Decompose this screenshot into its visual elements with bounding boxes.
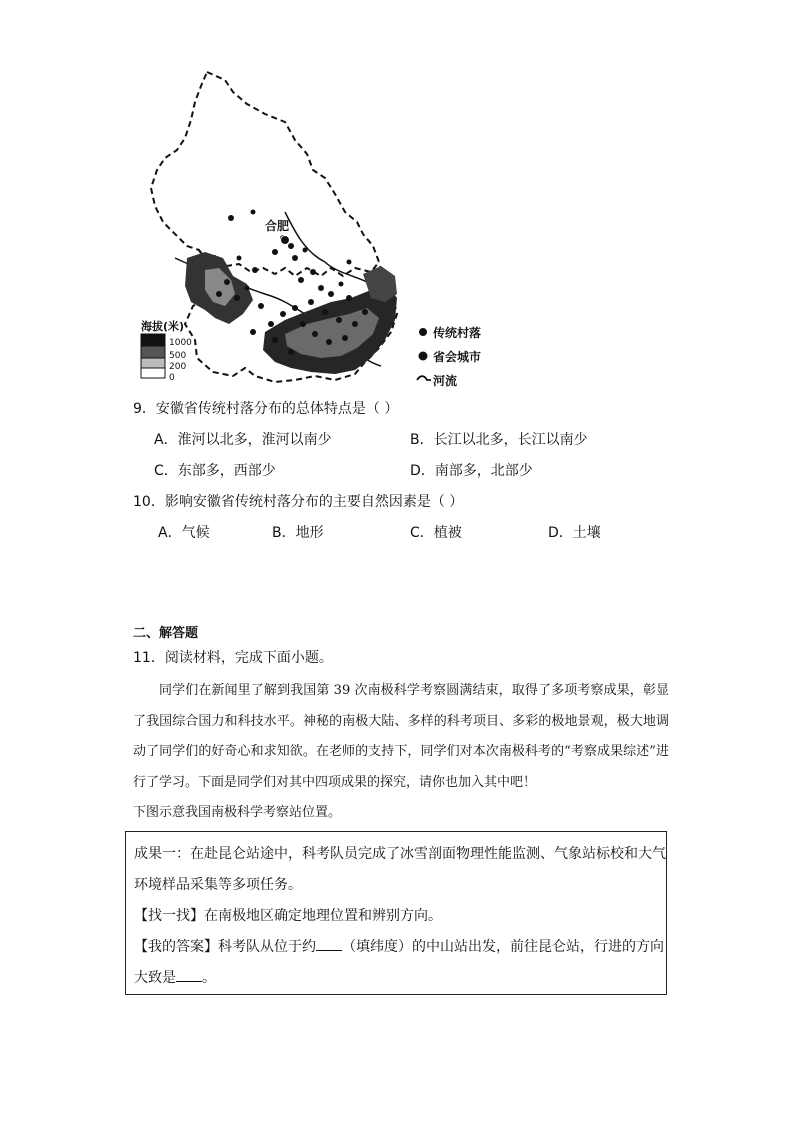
anhui-village-map bbox=[135, 62, 495, 392]
question-10-stem: 10．影响安徽省传统村落分布的主要自然因素是（ ） bbox=[133, 494, 464, 510]
box-line-1: 成果一：在赴昆仑站途中，科考队员完成了冰雪剖面物理性能监测、气象站标校和大气 bbox=[134, 846, 666, 862]
legend-river-icon bbox=[417, 376, 431, 380]
question-10-option-d[interactable]: D．土壤 bbox=[548, 525, 601, 541]
passage-paragraph: 同学们在新闻里了解到我国第 39 次南极科学考察圆满结束，取得了多项考察成果，彰显了我国综合国力和科技水平。神秘的南极大陆、多样的科考项目、多彩的极地景观，极大地调动了同学们的好奇心和求知欲。在老师的支持下，同学们对本次南极科考的“考察成果综述”进行了学习。下面是同学们对其中四项成果的探究，请你也加入其中吧！ bbox=[133, 683, 669, 790]
question-9-option-d[interactable]: D．南部多，北部少 bbox=[410, 463, 533, 479]
legend-swatch-mid bbox=[141, 346, 165, 358]
province-boundary-north bbox=[151, 72, 379, 276]
legend-label-river: 河流 bbox=[433, 374, 458, 388]
legend-swatch-low bbox=[141, 358, 165, 368]
box-line-4-start: 【我的答案】科考队从位于约 bbox=[134, 939, 316, 955]
map-svg bbox=[135, 62, 495, 392]
box-line-4-end: （填纬度）的中山站出发，前往昆仑站，行进的方向 bbox=[342, 939, 664, 955]
legend-city-icon bbox=[418, 351, 428, 361]
legend-label-city: 省会城市 bbox=[433, 350, 482, 364]
question-10-option-b[interactable]: B．地形 bbox=[272, 525, 324, 541]
legend-swatch-plain bbox=[141, 368, 165, 378]
box-line-4 bbox=[134, 937, 664, 957]
legend-value-500: 500 bbox=[169, 351, 187, 361]
question-9-option-b[interactable]: B．长江以北多，长江以南少 bbox=[410, 432, 588, 448]
legend-value-0: 0 bbox=[169, 373, 175, 383]
achievement-box bbox=[125, 831, 667, 995]
section-title: 二、解答题 bbox=[133, 626, 199, 641]
elevation-legend bbox=[141, 319, 192, 383]
box-line-5 bbox=[134, 968, 216, 988]
legend-village-dot-icon bbox=[419, 328, 427, 336]
legend-swatch-high bbox=[141, 334, 165, 346]
hefei-city-marker bbox=[281, 236, 290, 245]
reading-passage bbox=[133, 676, 669, 829]
box-line-5-end: 。 bbox=[202, 970, 216, 986]
question-9-option-a[interactable]: A．淮河以北多，淮河以南少 bbox=[154, 432, 332, 448]
legend-label-village: 传统村落 bbox=[433, 326, 482, 340]
question-9-option-c[interactable]: C．东部多，西部少 bbox=[154, 463, 276, 479]
legend-value-200: 200 bbox=[169, 362, 187, 372]
box-line-5-start: 大致是 bbox=[134, 970, 176, 986]
question-10-option-c[interactable]: C．植被 bbox=[410, 525, 462, 541]
legend-value-1000: 1000 bbox=[169, 338, 192, 348]
question-10-option-a[interactable]: A．气候 bbox=[158, 525, 210, 541]
legend-title: 海拔(米) bbox=[141, 320, 185, 333]
question-9-stem: 9．安徽省传统村落分布的总体特点是（ ） bbox=[133, 401, 399, 417]
box-line-2: 环境样品采集等多项任务。 bbox=[134, 877, 302, 893]
passage-caption: 下图示意我国南极科学考察站位置。 bbox=[133, 805, 342, 820]
latitude-blank[interactable] bbox=[316, 937, 342, 951]
direction-blank[interactable] bbox=[176, 968, 202, 982]
box-line-3: 【找一找】在南极地区确定地理位置和辨别方向。 bbox=[134, 908, 442, 924]
question-11-stem: 11．阅读材料，完成下面小题。 bbox=[133, 650, 333, 666]
city-label-hefei: 合肥 bbox=[265, 219, 290, 233]
symbol-legend bbox=[417, 325, 481, 388]
